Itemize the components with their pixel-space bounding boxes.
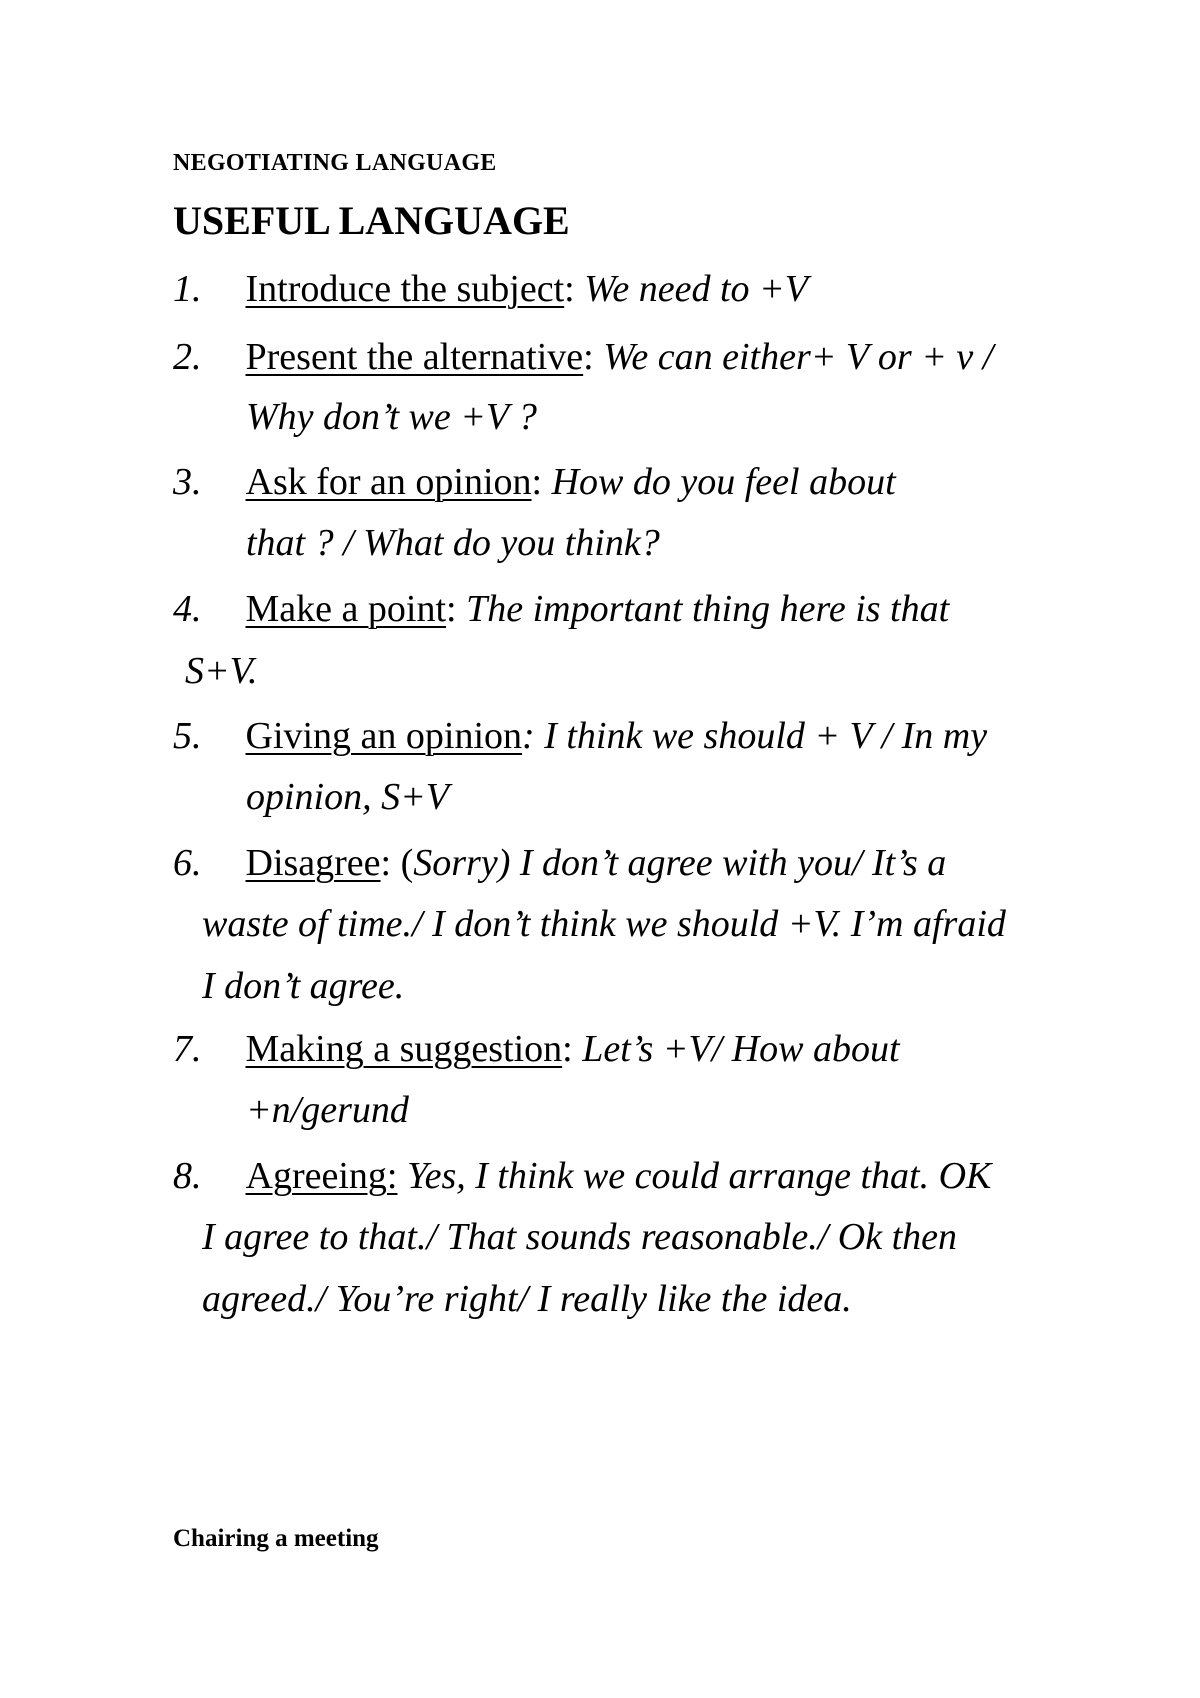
item-text: We need to +V: [584, 268, 808, 310]
item-text: The important thing here is that: [466, 588, 950, 630]
item-text-continuation: Why don’t we +V ?: [246, 396, 537, 438]
list-item-1: [173, 270, 808, 308]
item-text-continuation: +n/gerund: [246, 1089, 409, 1131]
list-item-3: [173, 463, 896, 501]
section-heading: USEFUL LANGUAGE: [173, 198, 570, 243]
document-title: NEGOTIATING LANGUAGE: [173, 150, 497, 176]
item-separator: :: [564, 268, 575, 310]
item-text: Sorry) I don’t agree with you/ It’s a: [413, 842, 947, 884]
item-number: 1.: [173, 268, 202, 310]
item-label: Agreeing:: [245, 1155, 398, 1197]
item-number: 5.: [173, 715, 202, 757]
item-text: I think we should + V / In my: [544, 715, 988, 757]
item-number: 3.: [173, 461, 202, 503]
item-text-continuation: opinion, S+V: [246, 776, 449, 818]
item-label: Disagree: [245, 842, 381, 884]
item-number: 8.: [173, 1155, 202, 1197]
item-text: We can either+ V or + v /: [603, 336, 994, 378]
item-label: Introduce the subject: [245, 268, 565, 310]
item-number: 6.: [173, 842, 202, 884]
item-number: 4.: [173, 588, 202, 630]
item-text-continuation: that ? / What do you think?: [246, 522, 660, 564]
item-text-continuation: waste of time./ I don’t think we should +V. I’m afraid: [202, 903, 1006, 945]
item-separator: :: [531, 461, 543, 503]
item-text-continuation: S+V.: [185, 650, 258, 692]
item-text: How do you feel about: [551, 461, 896, 503]
item-number: 2.: [173, 336, 202, 378]
item-separator: :: [583, 336, 594, 378]
section-footer-heading: Chairing a meeting: [173, 1525, 379, 1552]
item-label: Make a point: [245, 588, 447, 630]
item-text: Let’s +V/ How about: [582, 1028, 900, 1070]
item-text: Yes, I think we could arrange that. OK: [406, 1155, 992, 1197]
item-separator: :: [522, 715, 535, 757]
list-item-6: [173, 844, 946, 882]
item-label: Ask for an opinion: [245, 461, 532, 503]
item-label: Making a suggestion: [245, 1028, 563, 1070]
item-text-continuation: I don’t agree.: [202, 965, 405, 1007]
item-label: Giving an opinion: [245, 715, 523, 757]
item-separator: : (: [380, 842, 414, 884]
list-item-7: [173, 1030, 900, 1068]
item-separator: :: [446, 588, 457, 630]
item-label: Present the alternative: [245, 336, 584, 378]
list-item-4: [173, 590, 949, 628]
list-item-8: [173, 1157, 991, 1195]
list-item-5: [173, 717, 987, 755]
item-number: 7.: [173, 1028, 202, 1070]
item-separator: :: [562, 1028, 573, 1070]
item-text-continuation: agreed./ You’re right/ I really like the idea.: [202, 1278, 852, 1320]
item-text-continuation: I agree to that./ That sounds reasonable./ Ok then: [202, 1216, 958, 1258]
list-item-2: [173, 338, 993, 376]
